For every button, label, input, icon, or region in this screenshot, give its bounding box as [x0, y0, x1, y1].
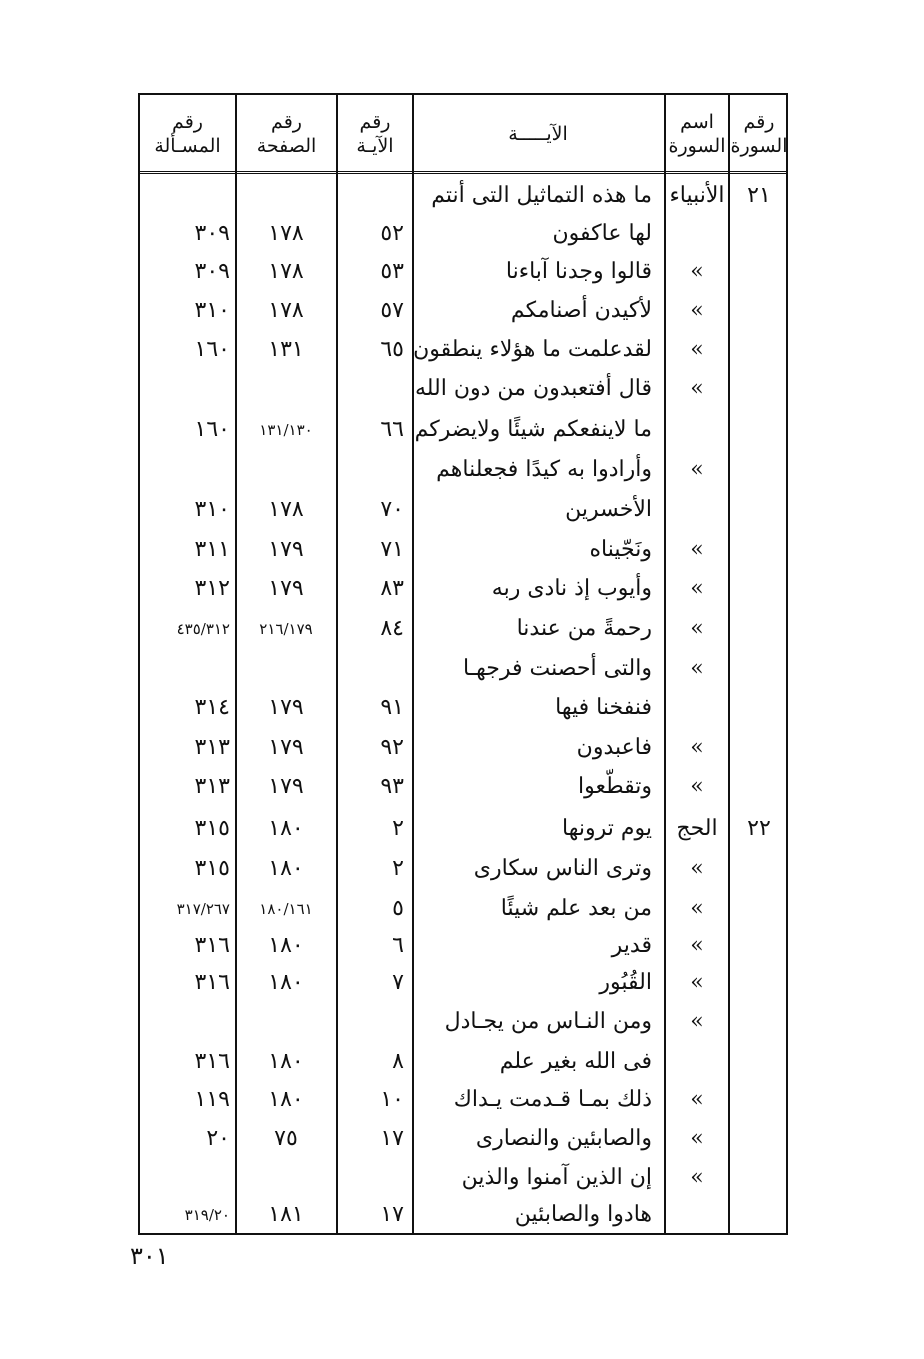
- cell-page: [236, 451, 336, 489]
- table-row: [140, 890, 786, 928]
- cell-sura: [730, 215, 788, 253]
- cell-sura: ٢١: [747, 183, 771, 208]
- cell-masala: ٣١٥: [194, 856, 230, 881]
- cell-anum: ٢: [392, 856, 404, 881]
- cell-ayah: فى الله بغير علم: [499, 1049, 652, 1074]
- cell-ayah: وترى الناس سكارى: [473, 856, 652, 881]
- cell-ayah: هادوا والصابئين: [514, 1202, 652, 1227]
- table-row: [140, 491, 786, 529]
- cell-name: »: [690, 735, 704, 760]
- table-row: [140, 1159, 786, 1197]
- cell-ayah: والصابئين والنصارى: [475, 1126, 652, 1151]
- cell-name: [666, 1196, 728, 1234]
- cell-masala: ٣١٦: [194, 970, 230, 995]
- cell-anum: ٥٣: [380, 259, 404, 284]
- cell-sura: [730, 850, 788, 888]
- cell-anum: ٦٥: [380, 337, 404, 362]
- cell-page: ١٨٠/١٦١: [259, 900, 313, 918]
- cell-page: ١٧٨: [268, 298, 304, 323]
- cell-sura: [730, 1120, 788, 1158]
- cell-anum: [338, 370, 410, 408]
- cell-masala: ٣١٥: [194, 816, 230, 841]
- cell-masala: ١١٩: [194, 1087, 230, 1112]
- cell-ayah: قدير: [611, 933, 652, 958]
- cell-page: [236, 177, 336, 215]
- cell-name: [666, 689, 728, 727]
- cell-sura: [730, 292, 788, 330]
- cell-name: »: [690, 1126, 704, 1151]
- cell-name: الأنبياء: [669, 183, 725, 208]
- table-row: [140, 964, 786, 1002]
- cell-sura: [730, 1159, 788, 1197]
- cell-page: ١٨٠: [268, 970, 304, 995]
- cell-sura: [730, 610, 788, 648]
- cell-ayah: فاعبدون: [576, 735, 652, 760]
- header-page: رقم الصفحة: [256, 111, 317, 157]
- cell-ayah: ما لاينفعكم شيئًا ولايضركم: [414, 417, 652, 442]
- cell-name: الحج: [676, 816, 718, 841]
- cell-name: »: [690, 376, 704, 401]
- index-table: [138, 93, 788, 1235]
- table-row: [140, 810, 786, 848]
- cell-name: »: [690, 537, 704, 562]
- cell-sura: [730, 1003, 788, 1041]
- cell-ayah: إن الذين آمنوا والذين: [461, 1165, 652, 1190]
- cell-masala: [140, 177, 236, 215]
- cell-anum: ٥٧: [380, 298, 404, 323]
- cell-anum: [338, 177, 410, 215]
- cell-sura: [730, 964, 788, 1002]
- cell-name: »: [690, 337, 704, 362]
- cell-anum: ٩٣: [380, 774, 404, 799]
- cell-masala: [140, 1003, 236, 1041]
- table-row: [140, 1081, 786, 1119]
- cell-masala: ٣١٤: [194, 695, 230, 720]
- cell-name: »: [690, 457, 704, 482]
- table-row: [140, 177, 786, 215]
- cell-sura: [730, 927, 788, 965]
- cell-masala: ٣٠٩: [194, 221, 230, 246]
- cell-masala: ٣٠٩: [194, 259, 230, 284]
- cell-sura: [730, 491, 788, 529]
- cell-sura: [730, 570, 788, 608]
- table-row: [140, 1003, 786, 1041]
- cell-ayah: فنفخنا فيها: [555, 695, 652, 720]
- header-sura-name: اسم السورة: [668, 111, 726, 157]
- table-row: [140, 253, 786, 291]
- cell-page: [236, 1159, 336, 1197]
- table-row: [140, 292, 786, 330]
- cell-ayah: قالوا وجدنا آباءنا: [505, 259, 652, 284]
- cell-anum: [338, 650, 410, 688]
- cell-name: »: [690, 298, 704, 323]
- cell-ayah: الأخسرين: [565, 497, 652, 522]
- header-ayah-number: رقم الآيـة: [356, 111, 394, 157]
- cell-sura: [730, 531, 788, 569]
- header-divider: [140, 171, 786, 174]
- cell-page: ١٨٠: [268, 856, 304, 881]
- cell-sura: [730, 451, 788, 489]
- cell-page: ١٧٨: [268, 259, 304, 284]
- cell-name: »: [690, 856, 704, 881]
- cell-anum: ٥: [392, 896, 404, 921]
- cell-anum: ٩٢: [380, 735, 404, 760]
- table-row: [140, 927, 786, 965]
- cell-anum: ١٧: [380, 1202, 404, 1227]
- cell-sura: [730, 411, 788, 449]
- cell-anum: ١٧: [380, 1126, 404, 1151]
- cell-anum: [338, 1003, 410, 1041]
- cell-masala: ٢٠: [206, 1126, 230, 1151]
- cell-page: ١٣١/١٣٠: [259, 421, 313, 439]
- cell-ayah: القُبُور: [599, 970, 652, 995]
- cell-anum: ٧١: [380, 537, 404, 562]
- cell-masala: ٣١٠: [194, 497, 230, 522]
- cell-name: »: [690, 774, 704, 799]
- cell-masala: [140, 370, 236, 408]
- cell-anum: ٦: [392, 933, 404, 958]
- cell-name: »: [690, 1087, 704, 1112]
- cell-name: »: [690, 896, 704, 921]
- cell-masala: ٣١٣: [194, 735, 230, 760]
- cell-ayah: ذلك بمـا قـدمت يـداك: [453, 1087, 652, 1112]
- cell-masala: ١٦٠: [194, 417, 230, 442]
- cell-masala: ٣١٣: [194, 774, 230, 799]
- cell-name: »: [690, 576, 704, 601]
- table-row: [140, 1043, 786, 1081]
- cell-anum: ٨٣: [380, 576, 404, 601]
- cell-anum: ٧: [392, 970, 404, 995]
- header-sura-number: رقم السورة: [730, 111, 788, 157]
- cell-sura: [730, 768, 788, 806]
- cell-masala: [140, 451, 236, 489]
- cell-sura: [730, 890, 788, 928]
- table-row: [140, 768, 786, 806]
- cell-name: [666, 1043, 728, 1081]
- cell-page: ١٧٩: [268, 576, 304, 601]
- cell-name: »: [690, 970, 704, 995]
- cell-name: [666, 491, 728, 529]
- table-row: [140, 650, 786, 688]
- cell-masala: ٣١٧/٢٦٧: [176, 900, 230, 918]
- table-row: [140, 610, 786, 648]
- cell-anum: ٧٠: [380, 497, 404, 522]
- cell-page: ١٨٠: [268, 1087, 304, 1112]
- cell-page: ١٧٨: [268, 497, 304, 522]
- cell-page: ١٨١: [268, 1202, 304, 1227]
- cell-ayah: ما هذه التماثيل التى أنتم: [431, 183, 652, 208]
- table-row: [140, 531, 786, 569]
- cell-ayah: لها عاكفون: [552, 221, 652, 246]
- cell-page: [236, 1003, 336, 1041]
- cell-ayah: لأكيدن أصنامكم: [510, 298, 652, 323]
- cell-page: ٧٥: [274, 1126, 298, 1151]
- cell-anum: ٢: [392, 816, 404, 841]
- cell-name: »: [690, 259, 704, 284]
- table-row: [140, 729, 786, 767]
- cell-sura: [730, 370, 788, 408]
- cell-page: ١٣١: [268, 337, 304, 362]
- cell-name: »: [690, 1009, 704, 1034]
- page-number: ٣٠١: [130, 1242, 169, 1270]
- table-row: [140, 570, 786, 608]
- cell-masala: ١٦٠: [194, 337, 230, 362]
- cell-ayah: لقدعلمت ما هؤلاء ينطقون: [413, 337, 652, 362]
- cell-masala: ٣١٠: [194, 298, 230, 323]
- cell-ayah: من بعد علم شيئًا: [500, 896, 652, 921]
- cell-sura: [730, 1196, 788, 1234]
- cell-ayah: قال أفتعبدون من دون الله: [414, 376, 652, 401]
- cell-masala: ٣١٢: [194, 576, 230, 601]
- cell-page: ١٧٩: [268, 537, 304, 562]
- cell-page: ١٧٩: [268, 774, 304, 799]
- cell-sura: [730, 331, 788, 369]
- header-masala: رقم المسـألة: [154, 111, 221, 157]
- cell-ayah: ونَجّيناه: [589, 537, 652, 562]
- cell-ayah: رحمةً من عندنا: [516, 616, 652, 641]
- cell-sura: [730, 1081, 788, 1119]
- cell-masala: ٣١٦: [194, 933, 230, 958]
- cell-ayah: والتى أحصنت فرجهـا: [463, 656, 652, 681]
- table-row: [140, 331, 786, 369]
- header-ayah: الآيـــــة: [508, 123, 568, 145]
- cell-sura: [730, 689, 788, 727]
- cell-page: ١٨٠: [268, 816, 304, 841]
- cell-page: ١٧٩: [268, 695, 304, 720]
- cell-anum: ١٠: [380, 1087, 404, 1112]
- cell-anum: ٥٢: [380, 221, 404, 246]
- cell-page: [236, 370, 336, 408]
- cell-page: ٢١٦/١٧٩: [259, 620, 313, 638]
- cell-page: ١٧٨: [268, 221, 304, 246]
- table-row: [140, 370, 786, 408]
- table-row: [140, 451, 786, 489]
- cell-anum: [338, 451, 410, 489]
- cell-masala: [140, 650, 236, 688]
- cell-sura: [730, 729, 788, 767]
- table-row: [140, 850, 786, 888]
- cell-name: »: [690, 616, 704, 641]
- cell-name: »: [690, 656, 704, 681]
- cell-masala: ٣١٦: [194, 1049, 230, 1074]
- cell-anum: [338, 1159, 410, 1197]
- cell-sura: [730, 1043, 788, 1081]
- cell-anum: ٨: [392, 1049, 404, 1074]
- cell-name: »: [690, 933, 704, 958]
- cell-ayah: يوم ترونها: [562, 816, 652, 841]
- cell-masala: ٣١١: [194, 537, 230, 562]
- cell-ayah: وتقطّعوا: [577, 774, 652, 799]
- cell-name: [666, 215, 728, 253]
- table-row: [140, 1196, 786, 1234]
- cell-anum: ٨٤: [380, 616, 404, 641]
- cell-ayah: وأرادوا به كيدًا فجعلناهم: [436, 457, 652, 482]
- cell-anum: ٩١: [380, 695, 404, 720]
- table-row: [140, 1120, 786, 1158]
- cell-masala: [140, 1159, 236, 1197]
- cell-sura: [730, 650, 788, 688]
- cell-ayah: ومن النـاس من يجـادل: [444, 1009, 652, 1034]
- cell-masala: ٣١٩/٢٠: [184, 1206, 230, 1224]
- cell-page: ١٧٩: [268, 735, 304, 760]
- cell-anum: ٦٦: [380, 417, 404, 442]
- table-row: [140, 215, 786, 253]
- table-row: [140, 689, 786, 727]
- cell-name: »: [690, 1165, 704, 1190]
- cell-page: [236, 650, 336, 688]
- cell-sura: [730, 253, 788, 291]
- cell-ayah: وأيوب إذ نادى ربه: [491, 576, 652, 601]
- cell-name: [666, 411, 728, 449]
- cell-page: ١٨٠: [268, 1049, 304, 1074]
- cell-page: ١٨٠: [268, 933, 304, 958]
- cell-sura: ٢٢: [747, 816, 771, 841]
- table-row: [140, 411, 786, 449]
- cell-masala: ٤٣٥/٣١٢: [176, 620, 230, 638]
